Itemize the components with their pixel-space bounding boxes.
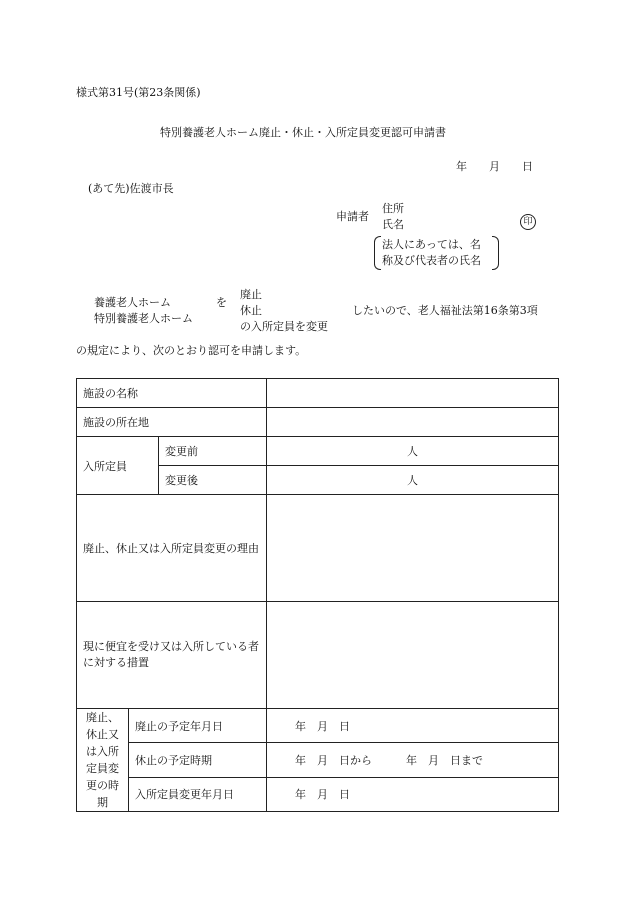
measures-field[interactable] bbox=[267, 602, 559, 709]
corporation-note-line2: 称及び代表者の氏名 bbox=[382, 254, 481, 267]
table-row bbox=[77, 777, 559, 811]
bracket-right bbox=[492, 236, 499, 270]
change-date-field[interactable] bbox=[267, 777, 559, 811]
unit-person: 人 bbox=[407, 474, 419, 487]
action-suspend: 休止 bbox=[240, 304, 262, 317]
capacity-before-field[interactable] bbox=[267, 437, 559, 466]
bracket-left bbox=[374, 236, 381, 270]
table-row bbox=[77, 408, 559, 437]
ymd-from-text: 年 月 日から bbox=[295, 753, 373, 767]
ymd-until-text: 年 月 日まで bbox=[406, 753, 484, 767]
table-row bbox=[77, 495, 559, 602]
timing-label bbox=[77, 709, 129, 812]
facility-address-label: 施設の所在地 bbox=[77, 408, 267, 437]
action-change-capacity: の入所定員を変更 bbox=[240, 320, 328, 333]
suspend-period-field[interactable] bbox=[267, 743, 559, 777]
capacity-before-label: 変更前 bbox=[159, 437, 267, 466]
unit-person: 人 bbox=[407, 445, 419, 458]
form-number: 様式第31号(第23条関係) bbox=[76, 86, 201, 99]
applicant-label: 申請者 bbox=[336, 210, 369, 223]
abolish-date-field[interactable] bbox=[267, 709, 559, 743]
timing-label-line: 休止又 bbox=[86, 728, 119, 741]
timing-label-line: 更の時 bbox=[86, 779, 119, 792]
addressee: (あて先)佐渡市長 bbox=[88, 182, 174, 195]
table-row bbox=[77, 743, 559, 777]
document-title: 特別養護老人ホーム廃止・休止・入所定員変更認可申請書 bbox=[160, 126, 446, 139]
table-row bbox=[77, 602, 559, 709]
ymd-text: 年 月 日 bbox=[295, 788, 351, 802]
applicant-name-label: 氏名 bbox=[382, 218, 404, 231]
table-row bbox=[77, 379, 559, 408]
suspend-period-label: 休止の予定時期 bbox=[129, 743, 267, 777]
application-table bbox=[76, 378, 559, 812]
reason-label: 廃止、休止又は入所定員変更の理由 bbox=[77, 495, 267, 602]
applicant-address-label: 住所 bbox=[382, 202, 404, 215]
table-row bbox=[77, 437, 559, 466]
seal-mark: 印 bbox=[520, 214, 536, 230]
measures-label: 現に便宜を受け又は入所している者に対する措置 bbox=[77, 602, 267, 709]
table-row bbox=[77, 709, 559, 743]
abolish-date-label: 廃止の予定年月日 bbox=[129, 709, 267, 743]
facility-name-field[interactable] bbox=[267, 379, 559, 408]
particle-wo: を bbox=[216, 296, 227, 309]
action-abolish: 廃止 bbox=[240, 288, 262, 301]
timing-label-line: 定員変 bbox=[86, 762, 119, 775]
facility-address-field[interactable] bbox=[267, 408, 559, 437]
capacity-after-label: 変更後 bbox=[159, 466, 267, 495]
facility-type-line2: 特別養護老人ホーム bbox=[94, 312, 193, 325]
ymd-text: 年 月 日 bbox=[295, 719, 351, 733]
corporation-note-line1: 法人にあっては、名 bbox=[382, 238, 481, 251]
body-text-continuation: の規定により、次のとおり認可を申請します。 bbox=[76, 344, 307, 357]
change-date-label: 入所定員変更年月日 bbox=[129, 777, 267, 811]
facility-type-line1: 養護老人ホーム bbox=[94, 296, 171, 309]
timing-label-line: 期 bbox=[97, 796, 108, 809]
facility-name-label: 施設の名称 bbox=[77, 379, 267, 408]
reason-field[interactable] bbox=[267, 495, 559, 602]
application-date: 年 月 日 bbox=[456, 160, 533, 173]
body-text-tail: したいので、老人福祉法第16条第3項 bbox=[352, 304, 538, 317]
timing-label-line: 廃止、 bbox=[86, 711, 119, 724]
timing-label-line: は入所 bbox=[86, 745, 119, 758]
capacity-label: 入所定員 bbox=[77, 437, 159, 495]
capacity-after-field[interactable] bbox=[267, 466, 559, 495]
